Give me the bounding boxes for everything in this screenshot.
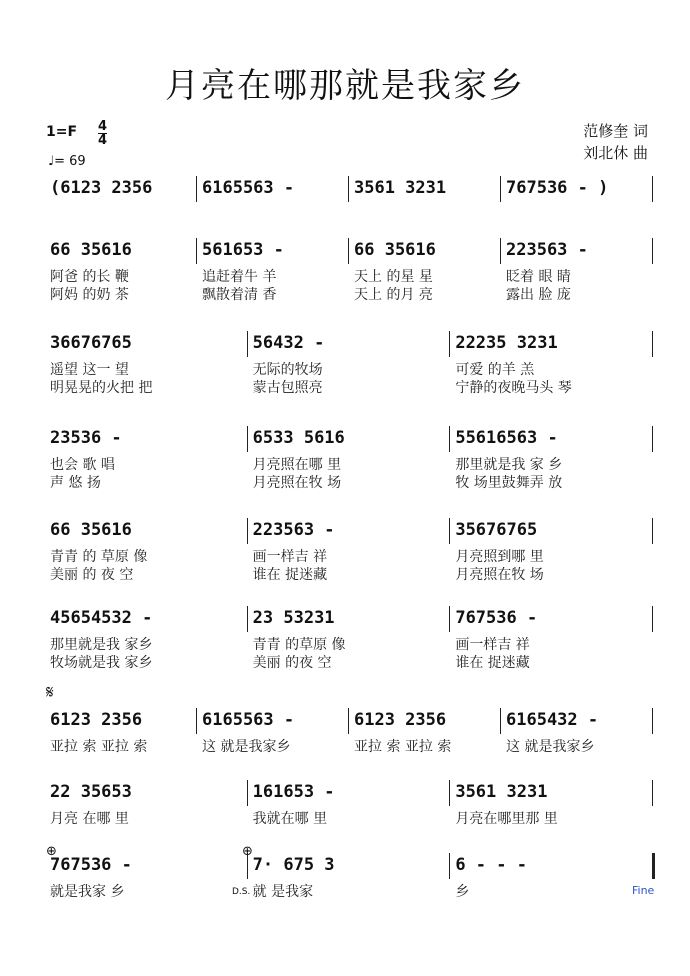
lyric-line-2: 美丽 的夜 空: [252, 655, 332, 671]
end-bar-line: [652, 176, 653, 202]
lyric-line-1: 那里就是我 家 乡: [455, 457, 563, 473]
end-bar-line: [652, 708, 653, 734]
bar-line: [449, 780, 450, 806]
measure-notes: 23536 -: [50, 428, 122, 448]
segno-icon: 𝄋: [46, 682, 54, 703]
measure-notes: 6165563 -: [202, 710, 295, 730]
measure-notes: 767536 -: [455, 608, 538, 628]
lyric-line-2: 阿妈 的奶 茶: [50, 287, 129, 303]
end-bar-line: [652, 331, 653, 357]
end-bar-line: [652, 606, 653, 632]
end-bar-line: [652, 238, 653, 264]
lyric-line-2: 明晃晃的火把 把: [50, 380, 153, 396]
fine-marking: Fine: [632, 884, 655, 897]
lyric-line-1: 画一样吉 祥: [455, 637, 530, 653]
lyric-line-2: 宁静的夜晚马头 琴: [455, 380, 572, 396]
lyric-line-2: 天上 的月 亮: [354, 287, 433, 303]
measure-notes: 561653 -: [202, 240, 284, 260]
lyric-line-2: 牧 场里鼓舞弄 放: [455, 475, 563, 491]
bar-line: [196, 176, 197, 202]
bar-line: [196, 238, 197, 264]
measure-notes: 56432 -: [252, 333, 325, 353]
measure-notes: 161653 -: [252, 782, 335, 802]
measure-notes: 6123 2356: [354, 710, 447, 730]
bar-line: [348, 708, 349, 734]
lyric-line-2: 谁在 捉迷藏: [455, 655, 530, 671]
lyric-line-1: 画一样吉 祥: [252, 549, 328, 565]
lyric-line-1: 月亮 在哪 里: [50, 811, 129, 827]
bar-line: [247, 606, 248, 632]
measure-notes: (6123 2356: [50, 178, 153, 198]
bar-line: [449, 426, 450, 452]
measure-notes: 6165563 -: [202, 178, 295, 198]
lyric-line-1: 遥望 这一 望: [50, 362, 129, 378]
lyric-line-1: 无际的牧场: [252, 362, 323, 378]
measure-notes: 3561 3231: [354, 178, 447, 198]
measure-notes: 23 53231: [252, 608, 335, 628]
lyric-line-1: 可爱 的羊 羔: [455, 362, 535, 378]
song-title: 月亮在哪那就是我家乡: [165, 66, 525, 106]
lyric-line-1: 青青 的草原 像: [252, 637, 346, 653]
measure-notes: 45654532 -: [50, 608, 153, 628]
bar-line: [449, 853, 450, 879]
lyric-line-1: 眨着 眼 睛: [506, 269, 571, 285]
measure-notes: 7· 675 3: [252, 855, 335, 875]
bar-line: [449, 518, 450, 544]
lyric-line-1: 那里就是我 家乡: [50, 637, 153, 653]
measure-notes: 22235 3231: [455, 333, 558, 353]
measure-notes: 767536 - ): [506, 178, 609, 198]
end-bar-line: [652, 853, 655, 879]
measure-notes: 6533 5616: [252, 428, 345, 448]
lyric-line-2: 月亮照在牧 场: [455, 567, 544, 583]
time-signature-bottom: 4: [98, 133, 108, 148]
measure-notes: 22 35653: [50, 782, 132, 802]
measure-notes: 55616563 -: [455, 428, 558, 448]
bar-line: [196, 708, 197, 734]
measure-notes: 3561 3231: [455, 782, 548, 802]
measure-notes: 66 35616: [50, 520, 132, 540]
lyric-line-1: 月亮照到哪 里: [455, 549, 544, 565]
lyric-line-2: 牧场就是我 家乡: [50, 655, 153, 671]
measure-notes: 66 35616: [354, 240, 436, 260]
coda-icon-2: ⊕: [242, 844, 253, 859]
measure-notes: 6123 2356: [50, 710, 143, 730]
lyric-line-1: 月亮在哪里那 里: [455, 811, 558, 827]
end-bar-line: [652, 426, 653, 452]
bar-line: [247, 331, 248, 357]
key-signature: 1=F: [46, 124, 78, 140]
bar-line: [348, 238, 349, 264]
lyric-line-1: 追赶着牛 羊: [202, 269, 277, 285]
lyric-line-1: 月亮照在哪 里: [252, 457, 342, 473]
lyric-line-1: 也会 歌 唱: [50, 457, 115, 473]
lyric-line-1: 亚拉 索 亚拉 索: [354, 739, 452, 755]
lyric-line-1: 我就在哪 里: [252, 811, 328, 827]
measure-notes: 6 - - -: [455, 855, 527, 875]
lyricist-credit: 范修奎 词: [583, 122, 648, 140]
lyric-line-1: 阿爸 的长 鞭: [50, 269, 129, 285]
lyric-line-1: 青青 的 草原 像: [50, 549, 148, 565]
time-signature-top: 4: [98, 119, 108, 134]
measure-notes: 6165432 -: [506, 710, 599, 730]
lyric-line-1: 就是我家 乡: [50, 884, 125, 900]
lyric-line-2: 美丽 的 夜 空: [50, 567, 134, 583]
end-bar-line: [652, 780, 653, 806]
measure-notes: 767536 -: [50, 855, 132, 875]
ds-marking: D.S.: [232, 887, 251, 897]
lyric-line-2: 谁在 捉迷藏: [252, 567, 328, 583]
bar-line: [500, 708, 501, 734]
measure-notes: 66 35616: [50, 240, 132, 260]
bar-line: [348, 176, 349, 202]
bar-line: [500, 176, 501, 202]
lyric-line-2: 飘散着清 香: [202, 287, 277, 303]
lyric-line-1: 就 是我家: [252, 884, 314, 900]
lyric-line-1: 这 就是我家乡: [202, 739, 291, 755]
lyric-line-1: 亚拉 索 亚拉 索: [50, 739, 148, 755]
measure-notes: 35676765: [455, 520, 538, 540]
lyric-line-1: 乡: [455, 884, 470, 900]
bar-line: [500, 238, 501, 264]
bar-line: [449, 606, 450, 632]
measure-notes: 223563 -: [506, 240, 588, 260]
bar-line: [247, 518, 248, 544]
coda-icon: ⊕: [46, 844, 57, 859]
lyric-line-1: 天上 的星 星: [354, 269, 433, 285]
bar-line: [247, 780, 248, 806]
lyric-line-1: 这 就是我家乡: [506, 739, 595, 755]
bar-line: [247, 426, 248, 452]
lyric-line-2: 声 悠 扬: [50, 475, 101, 491]
composer-credit: 刘北休 曲: [583, 144, 648, 162]
lyric-line-2: 蒙古包照亮: [252, 380, 323, 396]
bar-line: [449, 331, 450, 357]
lyric-line-2: 露出 脸 庞: [506, 287, 571, 303]
lyric-line-2: 月亮照在牧 场: [252, 475, 342, 491]
tempo-marking: ♩= 69: [48, 154, 86, 169]
measure-notes: 223563 -: [252, 520, 335, 540]
measure-notes: 36676765: [50, 333, 132, 353]
end-bar-line: [652, 518, 653, 544]
